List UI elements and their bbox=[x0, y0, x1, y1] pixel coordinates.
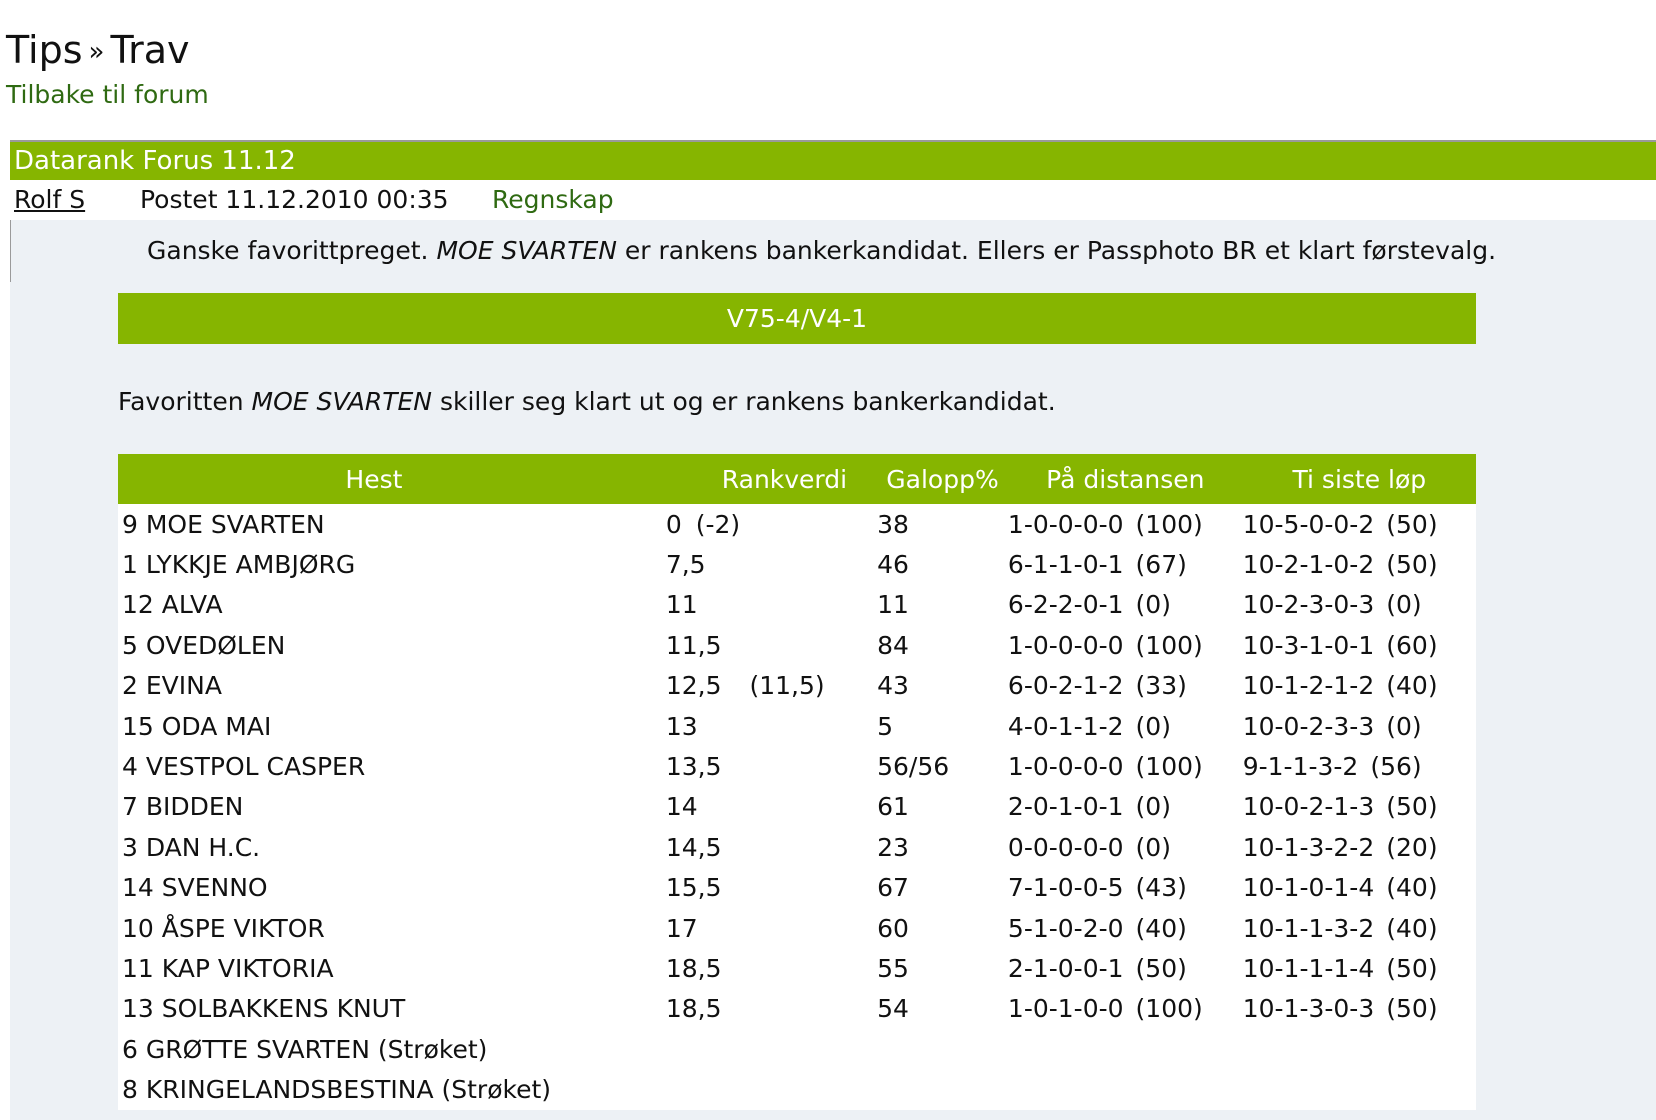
cell-ti-siste bbox=[1243, 666, 1476, 706]
cell-galopp: 55 bbox=[877, 953, 909, 983]
table-row bbox=[118, 908, 1476, 948]
dist-percent: (100) bbox=[1135, 752, 1203, 782]
cell-rankverdi bbox=[666, 908, 877, 948]
dist-percent: (33) bbox=[1135, 671, 1187, 701]
dist-record: 1-0-0-0-0 bbox=[1007, 630, 1124, 660]
dist-percent: (100) bbox=[1135, 994, 1203, 1024]
rank-value: 14,5 bbox=[665, 832, 722, 862]
table-row bbox=[118, 1029, 1476, 1069]
cell-hest: 4 VESTPOL CASPER bbox=[122, 752, 366, 782]
cell-hest: 13 SOLBAKKENS KNUT bbox=[122, 994, 406, 1024]
cell-distansen bbox=[1008, 746, 1243, 786]
cell-rankverdi bbox=[666, 787, 877, 827]
summary-text-post: er rankens bankerkandidat. Ellers er Passphoto BR et klart førstevalg. bbox=[616, 236, 1497, 265]
rank-value: 18,5 bbox=[665, 994, 722, 1024]
cell-rankverdi bbox=[666, 1069, 877, 1109]
siste-record: 10-5-0-0-2 bbox=[1242, 509, 1375, 539]
cell-ti-siste bbox=[1243, 827, 1476, 867]
siste-record: 10-0-2-3-3 bbox=[1242, 711, 1375, 741]
cell-distansen bbox=[1008, 948, 1243, 988]
dist-percent: (67) bbox=[1135, 550, 1187, 580]
post-body bbox=[10, 220, 1656, 1120]
cell-distansen bbox=[1008, 585, 1243, 625]
cell-rankverdi bbox=[666, 827, 877, 867]
cell-hest: 3 DAN H.C. bbox=[122, 832, 261, 862]
dist-record: 4-0-1-1-2 bbox=[1007, 711, 1124, 741]
dist-record: 5-1-0-2-0 bbox=[1007, 913, 1124, 943]
cell-galopp: 56/56 bbox=[877, 752, 950, 782]
page-title bbox=[6, 24, 209, 78]
dist-record: 2-1-0-0-1 bbox=[1007, 953, 1124, 983]
siste-record: 10-1-1-1-4 bbox=[1242, 953, 1375, 983]
cell-distansen bbox=[1008, 706, 1243, 746]
cell-distansen bbox=[1008, 868, 1243, 908]
dist-record: 6-1-1-0-1 bbox=[1007, 550, 1124, 580]
dist-record: 6-2-2-0-1 bbox=[1007, 590, 1124, 620]
dist-percent: (40) bbox=[1135, 913, 1187, 943]
cell-galopp: 46 bbox=[877, 550, 909, 580]
table-row bbox=[118, 1069, 1476, 1109]
dist-record: 1-0-0-0-0 bbox=[1007, 752, 1124, 782]
dist-record: 1-0-0-0-0 bbox=[1007, 509, 1124, 539]
cell-galopp: 38 bbox=[877, 509, 909, 539]
cell-ti-siste bbox=[1243, 948, 1476, 988]
cell-hest: 10 ÅSPE VIKTOR bbox=[122, 913, 325, 943]
back-to-forum-link[interactable]: Tilbake til forum bbox=[6, 80, 209, 109]
cell-distansen bbox=[1008, 989, 1243, 1029]
posted-timestamp: Postet 11.12.2010 00:35 bbox=[140, 185, 449, 214]
comment-text-post: skiller seg klart ut og er rankens bankerkandidat. bbox=[432, 387, 1056, 416]
siste-record: 9-1-1-3-2 bbox=[1242, 752, 1359, 782]
cell-rankverdi bbox=[666, 989, 877, 1029]
cell-ti-siste bbox=[1243, 1029, 1476, 1069]
table-row bbox=[118, 544, 1476, 584]
siste-percent: (50) bbox=[1386, 792, 1438, 822]
siste-record: 10-1-0-1-4 bbox=[1242, 873, 1375, 903]
cell-distansen bbox=[1008, 908, 1243, 948]
comment-horse-name: MOE SVARTEN bbox=[251, 387, 433, 416]
dist-record: 2-0-1-0-1 bbox=[1007, 792, 1124, 822]
table-row bbox=[118, 504, 1476, 544]
breadcrumb-root[interactable]: Tips bbox=[6, 28, 83, 72]
siste-record: 10-1-3-0-3 bbox=[1242, 994, 1375, 1024]
dist-percent: (0) bbox=[1135, 590, 1171, 620]
cell-rankverdi bbox=[666, 666, 877, 706]
siste-percent: (50) bbox=[1386, 953, 1438, 983]
siste-percent: (40) bbox=[1386, 671, 1438, 701]
col-header-galopp: Galopp% bbox=[877, 454, 1008, 504]
breadcrumb-current: Trav bbox=[110, 28, 190, 72]
cell-ti-siste bbox=[1243, 1069, 1476, 1109]
rank-value: 15,5 bbox=[665, 873, 722, 903]
cell-ti-siste bbox=[1243, 868, 1476, 908]
cell-rankverdi bbox=[666, 706, 877, 746]
cell-ti-siste bbox=[1243, 746, 1476, 786]
cell-hest: 7 BIDDEN bbox=[122, 792, 244, 822]
cell-rankverdi bbox=[666, 544, 877, 584]
post-summary bbox=[147, 234, 1496, 268]
page-header bbox=[6, 24, 209, 112]
rank-table bbox=[118, 454, 1476, 1110]
post-meta bbox=[10, 180, 1656, 220]
post-title: Datarank Forus 11.12 bbox=[10, 142, 1656, 180]
cell-rankverdi bbox=[666, 625, 877, 665]
dist-record: 7-1-0-0-5 bbox=[1007, 873, 1124, 903]
cell-ti-siste bbox=[1243, 908, 1476, 948]
dist-record: 0-0-0-0-0 bbox=[1007, 832, 1124, 862]
cell-galopp: 5 bbox=[877, 711, 893, 741]
author-link[interactable]: Rolf S bbox=[14, 185, 86, 214]
col-header-rankverdi: Rankverdi bbox=[666, 454, 877, 504]
siste-record: 10-1-3-2-2 bbox=[1242, 832, 1375, 862]
dist-percent: (100) bbox=[1135, 630, 1203, 660]
siste-percent: (0) bbox=[1386, 590, 1422, 620]
cell-hest: 1 LYKKJE AMBJØRG bbox=[122, 550, 356, 580]
cell-hest: 12 ALVA bbox=[122, 590, 223, 620]
siste-record: 10-3-1-0-1 bbox=[1242, 630, 1375, 660]
rank-value: 11 bbox=[665, 590, 698, 620]
cell-ti-siste bbox=[1243, 544, 1476, 584]
cell-galopp bbox=[877, 1069, 1008, 1109]
siste-percent: (56) bbox=[1370, 752, 1422, 782]
table-header-row bbox=[118, 454, 1476, 504]
cell-ti-siste bbox=[1243, 989, 1476, 1029]
cell-ti-siste bbox=[1243, 504, 1476, 544]
table-row bbox=[118, 666, 1476, 706]
siste-percent: (20) bbox=[1386, 832, 1438, 862]
dist-percent: (0) bbox=[1135, 711, 1171, 741]
cell-ti-siste bbox=[1243, 585, 1476, 625]
cell-distansen bbox=[1008, 1069, 1243, 1109]
cell-galopp: 54 bbox=[877, 994, 909, 1024]
siste-percent: (50) bbox=[1386, 994, 1438, 1024]
cell-distansen bbox=[1008, 625, 1243, 665]
cell-hest: 11 KAP VIKTORIA bbox=[122, 953, 334, 983]
cell-ti-siste bbox=[1243, 625, 1476, 665]
cell-distansen bbox=[1008, 666, 1243, 706]
cell-rankverdi bbox=[666, 585, 877, 625]
cell-rankverdi bbox=[666, 746, 877, 786]
rank-value: 14 bbox=[665, 792, 698, 822]
rank-extra: (11,5) bbox=[749, 671, 825, 701]
cell-hest: 14 SVENNO bbox=[122, 873, 268, 903]
table-row bbox=[118, 868, 1476, 908]
cell-hest: 8 KRINGELANDSBESTINA (Strøket) bbox=[122, 1075, 552, 1105]
col-header-distansen: På distansen bbox=[1008, 454, 1243, 504]
race-comment bbox=[118, 385, 1056, 419]
cell-galopp: 67 bbox=[877, 873, 909, 903]
dist-percent: (0) bbox=[1135, 792, 1171, 822]
cell-distansen bbox=[1008, 504, 1243, 544]
forum-post bbox=[10, 140, 1656, 1120]
category-link[interactable]: Regnskap bbox=[492, 185, 614, 214]
rank-value: 17 bbox=[665, 913, 698, 943]
breadcrumb-separator: » bbox=[88, 37, 105, 67]
siste-percent: (0) bbox=[1386, 711, 1422, 741]
cell-galopp: 43 bbox=[877, 671, 909, 701]
cell-galopp: 60 bbox=[877, 913, 909, 943]
cell-galopp: 61 bbox=[877, 792, 909, 822]
summary-text-pre: Ganske favorittpreget. bbox=[147, 236, 437, 265]
cell-hest: 9 MOE SVARTEN bbox=[122, 509, 325, 539]
cell-distansen bbox=[1008, 787, 1243, 827]
siste-record: 10-1-2-1-2 bbox=[1242, 671, 1375, 701]
dist-percent: (43) bbox=[1135, 873, 1187, 903]
table-row bbox=[118, 787, 1476, 827]
siste-percent: (50) bbox=[1386, 550, 1438, 580]
cell-galopp: 23 bbox=[877, 832, 909, 862]
siste-record: 10-0-2-1-3 bbox=[1242, 792, 1375, 822]
table-row bbox=[118, 989, 1476, 1029]
cell-ti-siste bbox=[1243, 787, 1476, 827]
siste-record: 10-2-1-0-2 bbox=[1242, 550, 1375, 580]
cell-distansen bbox=[1008, 827, 1243, 867]
cell-galopp: 84 bbox=[877, 630, 909, 660]
siste-percent: (60) bbox=[1386, 630, 1438, 660]
rank-value: 13,5 bbox=[665, 752, 722, 782]
table-row bbox=[118, 948, 1476, 988]
cell-hest: 2 EVINA bbox=[122, 671, 222, 701]
dist-percent: (50) bbox=[1135, 953, 1187, 983]
siste-percent: (40) bbox=[1386, 913, 1438, 943]
rank-value: 12,5 bbox=[665, 671, 722, 701]
siste-record: 10-1-1-3-2 bbox=[1242, 913, 1375, 943]
col-header-hest: Hest bbox=[118, 454, 666, 504]
table-row bbox=[118, 585, 1476, 625]
cell-hest: 6 GRØTTE SVARTEN (Strøket) bbox=[122, 1034, 488, 1064]
siste-percent: (40) bbox=[1386, 873, 1438, 903]
siste-record: 10-2-3-0-3 bbox=[1242, 590, 1375, 620]
cell-galopp bbox=[877, 1029, 1008, 1069]
table-body bbox=[118, 504, 1476, 1110]
rank-value: 11,5 bbox=[665, 630, 722, 660]
cell-hest: 5 OVEDØLEN bbox=[122, 630, 286, 660]
cell-rankverdi bbox=[666, 504, 877, 544]
table-row bbox=[118, 625, 1476, 665]
rank-value: 13 bbox=[665, 711, 698, 741]
rank-value: 0 bbox=[665, 509, 682, 539]
table-row bbox=[118, 706, 1476, 746]
cell-hest: 15 ODA MAI bbox=[122, 711, 272, 741]
dist-percent: (0) bbox=[1135, 832, 1171, 862]
table-row bbox=[118, 746, 1476, 786]
dist-record: 6-0-2-1-2 bbox=[1007, 671, 1124, 701]
rank-value: 18,5 bbox=[665, 953, 722, 983]
cell-distansen bbox=[1008, 1029, 1243, 1069]
cell-rankverdi bbox=[666, 868, 877, 908]
rank-value: 7,5 bbox=[665, 550, 706, 580]
table-row bbox=[118, 827, 1476, 867]
cell-ti-siste bbox=[1243, 706, 1476, 746]
race-header: V75-4/V4-1 bbox=[118, 293, 1476, 344]
cell-rankverdi bbox=[666, 948, 877, 988]
cell-galopp: 11 bbox=[877, 590, 909, 620]
col-header-ti-siste: Ti siste løp bbox=[1243, 454, 1476, 504]
rank-extra: (-2) bbox=[695, 509, 741, 539]
dist-record: 1-0-1-0-0 bbox=[1007, 994, 1124, 1024]
summary-horse-name: MOE SVARTEN bbox=[436, 236, 617, 265]
comment-text-pre: Favoritten bbox=[118, 387, 252, 416]
cell-distansen bbox=[1008, 544, 1243, 584]
cell-rankverdi bbox=[666, 1029, 877, 1069]
siste-percent: (50) bbox=[1386, 509, 1438, 539]
dist-percent: (100) bbox=[1135, 509, 1203, 539]
